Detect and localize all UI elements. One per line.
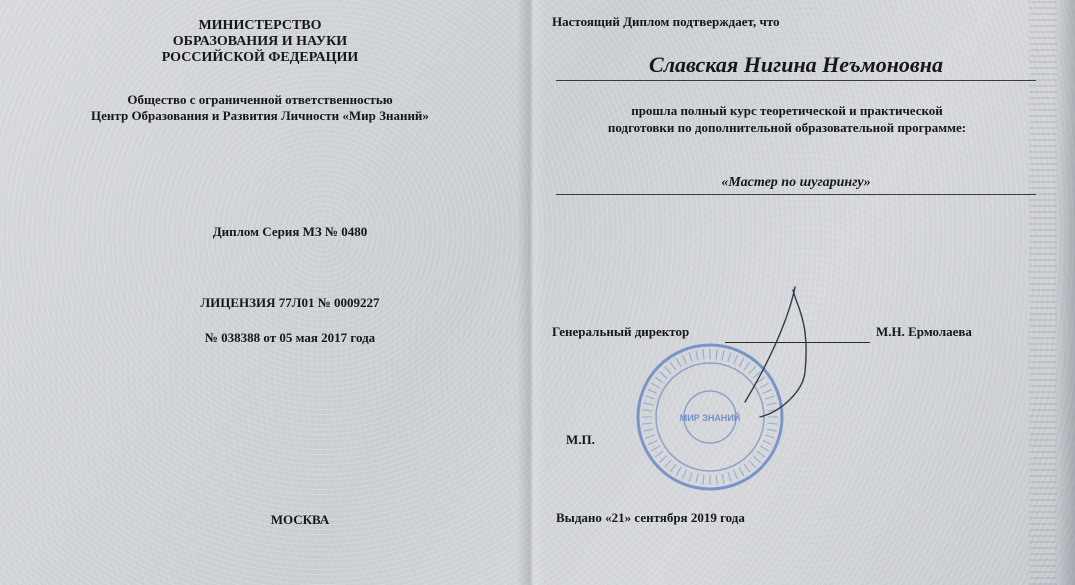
- stamp-tick: [648, 389, 657, 393]
- organization-name: [70, 92, 450, 124]
- stamp-tick: [651, 383, 660, 388]
- stamp-tick: [645, 396, 655, 399]
- stamp-tick: [643, 403, 653, 405]
- program-name: «Мастер по шугарингу»: [556, 175, 1036, 195]
- holder-name: Славская Нигина Неъмоновна: [556, 52, 1036, 81]
- stamp-tick: [682, 470, 686, 479]
- stamp-tick: [716, 475, 717, 485]
- stamp-tick: [659, 371, 666, 378]
- issue-date: Выдано «21» сентября 2019 года: [556, 510, 745, 525]
- stamp-tick: [767, 429, 777, 431]
- stamp-tick: [642, 423, 652, 424]
- stamp-tick: [651, 446, 660, 451]
- stamp-tick: [676, 358, 681, 367]
- ministry-line: ОБРАЗОВАНИЯ И НАУКИ: [172, 34, 348, 49]
- stamp-tick: [728, 352, 731, 362]
- stamp-tick: [753, 456, 760, 463]
- stamp-tick: [696, 474, 698, 484]
- stamp-tick: [703, 349, 704, 359]
- stamp-tick: [739, 467, 744, 476]
- stamp-tick: [682, 355, 686, 364]
- stamp-tick: [659, 456, 666, 463]
- stamp-tick: [734, 470, 738, 479]
- stamp-tick: [716, 349, 717, 359]
- city-name: МОСКВА: [270, 512, 330, 527]
- stamp-tick: [760, 446, 769, 451]
- stamp-tick: [696, 350, 698, 360]
- organization-line: Общество с ограниченной ответственностью: [127, 92, 393, 107]
- handwritten-signature: [735, 282, 815, 422]
- ministry-line: МИНИСТЕРСТВО: [198, 18, 322, 33]
- stamp-tick: [648, 441, 657, 445]
- director-name: М.Н. Ермолаева: [876, 324, 972, 339]
- confirmation-text: Настоящий Диплом подтверждает, что: [552, 14, 780, 29]
- course-line: подготовки по дополнительной образовательной программе:: [607, 120, 967, 135]
- stamp-tick: [728, 472, 731, 482]
- organization-line: Центр Образования и Развития Личности «Мир Знаний»: [91, 108, 429, 123]
- stamp-tick: [703, 475, 704, 485]
- stamp-tick: [664, 366, 671, 373]
- stamp-tick: [722, 350, 724, 360]
- stamp-tick: [670, 464, 676, 472]
- stamp-tick: [689, 472, 692, 482]
- page-edge-shadow: [1053, 0, 1075, 585]
- course-description: [552, 102, 1022, 136]
- stamp-tick: [645, 435, 655, 438]
- diploma-series: Диплом Серия МЗ № 0480: [212, 224, 368, 239]
- stamp-tick: [655, 377, 663, 383]
- stamp-tick: [768, 423, 778, 424]
- stamp-tick: [689, 352, 692, 362]
- stamp-tick: [664, 460, 671, 467]
- course-line: прошла полный курс теоретической и практической: [631, 103, 943, 118]
- stamp-tick: [643, 429, 653, 431]
- stamp-tick: [655, 451, 663, 457]
- ministry-line: РОССИЙСКОЙ ФЕДЕРАЦИИ: [161, 50, 359, 65]
- stamp-tick: [763, 441, 772, 445]
- ministry-heading: [150, 18, 370, 66]
- director-title: Генеральный директор: [552, 324, 690, 339]
- stamp-tick: [670, 362, 676, 370]
- license-title: ЛИЦЕНЗИЯ 77Л01 № 0009227: [200, 295, 380, 310]
- stamp-tick: [749, 460, 756, 467]
- stamp-tick: [757, 451, 765, 457]
- stamp-tick: [744, 464, 750, 472]
- seal-place-label: М.П.: [566, 432, 595, 447]
- stamp-tick: [722, 474, 724, 484]
- stamp-tick: [676, 467, 681, 476]
- stamp-tick: [642, 410, 652, 411]
- stamp-tick: [765, 435, 775, 438]
- license-number: № 038388 от 05 мая 2017 года: [204, 330, 376, 345]
- stamp-center-text: МИР ЗНАНИЙ: [679, 413, 741, 423]
- page-fold: [517, 0, 545, 585]
